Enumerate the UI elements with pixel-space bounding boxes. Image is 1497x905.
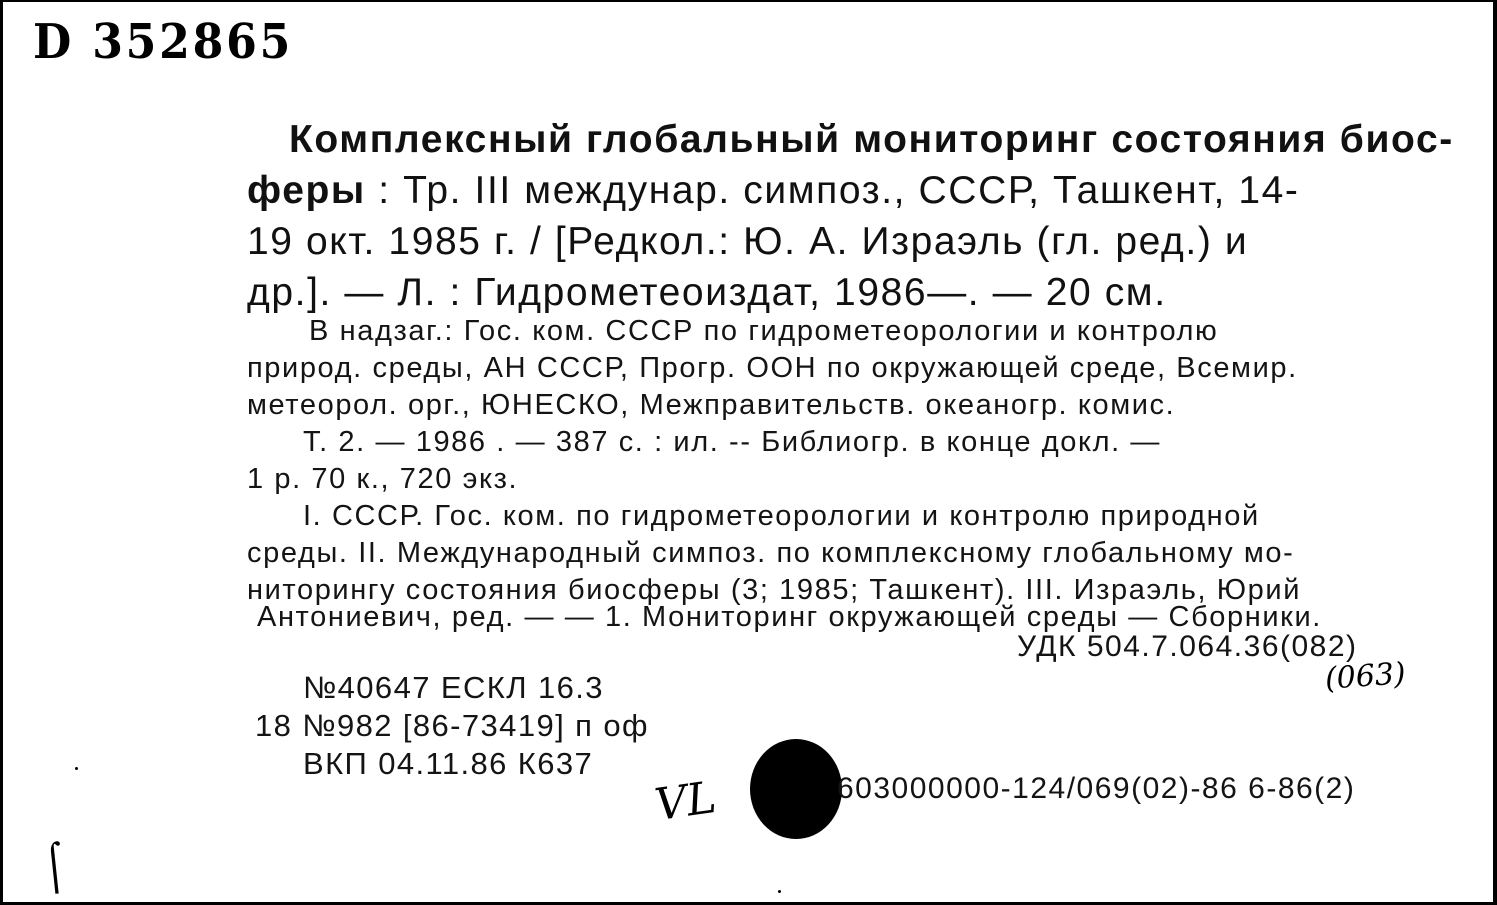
tech-line: №40647 ЕСКЛ 16.3: [303, 670, 604, 705]
annotation-line: Т. 2. — 1986 . — 387 с. : ил. -- Библиогр. в конце докл. —: [303, 426, 1162, 458]
tech-line: ВКП 04.11.86 К637: [303, 746, 594, 781]
title-text: : Тр. III междунар. симпоз., СССР, Ташкент, 14-: [365, 169, 1300, 212]
title-text: 19 окт. 1985 г. / [Редкол.: Ю. А. Израэль (гл. ред.) и: [247, 220, 1249, 263]
annotation-line: ниторингу состояния биосферы (3; 1985; Ташкент). III. Израэль, Юрий: [247, 574, 1302, 606]
call-number: D 352865: [33, 14, 294, 70]
title-line: [247, 165, 1300, 216]
annotation-line: природ. среды, АН СССР, Прогр. ООН по окружающей среде, Всемир.: [247, 352, 1298, 384]
handwritten-initials: VL: [651, 772, 720, 831]
title-line: [289, 114, 1454, 165]
tick-mark-icon: ⌠: [37, 836, 71, 892]
tech-line: 18 №982 [86-73419] п оф: [255, 708, 649, 743]
title-line: [247, 267, 1167, 318]
annotation-line: Антониевич, ред. — — 1. Мониторинг окружающей среды — Сборники.: [257, 601, 1322, 633]
udk-code: УДК 504.7.064.36(082): [1017, 630, 1358, 663]
annotation-line: метеорол. орг., ЮНЕСКО, Межправительств. океаногр. комис.: [247, 389, 1176, 421]
title-bold: феры: [247, 169, 366, 212]
annotation-line: среды. II. Международный симпоз. по комплексному глобальному мо-: [247, 537, 1295, 569]
speck: [75, 767, 78, 770]
annotation-line: I. СССР. Гос. ком. по гидрометеорологии и контролю природной: [303, 500, 1260, 532]
udk-handwritten-note: (063): [1323, 656, 1407, 697]
title-bold: Комплексный глобальный мониторинг состояния биос-: [289, 118, 1454, 161]
title-line: [247, 216, 1248, 267]
title-text: др.]. — Л. : Гидрометеоиздат, 1986—. — 20 см.: [247, 271, 1167, 314]
punch-hole: [750, 739, 842, 839]
annotation-line: 1 р. 70 к., 720 экз.: [247, 463, 519, 495]
speck: [778, 890, 781, 893]
isbn-line: 603000000-124/069(02)-86 6-86(2): [837, 772, 1356, 805]
annotation-line: В надзаг.: Гос. ком. СССР по гидрометеорологии и контролю: [309, 315, 1219, 347]
